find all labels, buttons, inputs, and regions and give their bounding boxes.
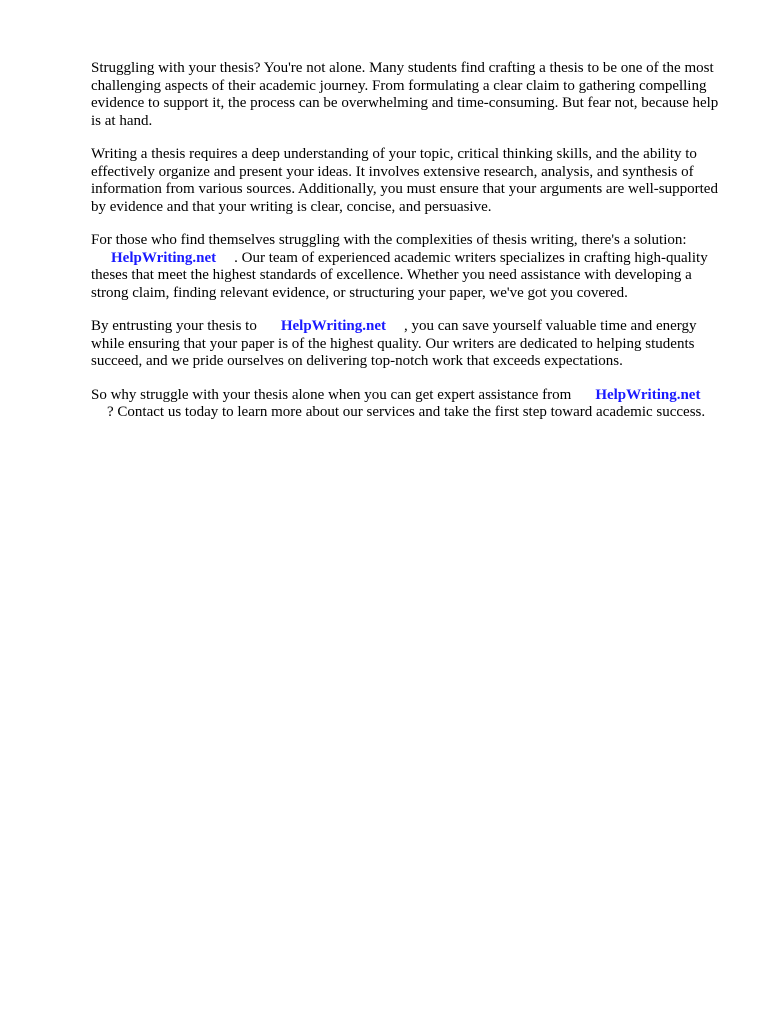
paragraph-entrusting bbox=[91, 318, 723, 371]
helpwriting-link[interactable]: HelpWriting.net bbox=[280, 318, 386, 334]
helpwriting-link[interactable]: HelpWriting.net bbox=[111, 249, 217, 266]
paragraph-text: Writing a thesis requires a deep understanding of your topic, critical thinking skills, and the ability to effectively organize and present your ideas. It involves extensive research, analysis, and synthesis of information from various sources. Additionally, you must ensure that your arguments are well-supported by evidence and that your writing is clear, concise, and persuasive. bbox=[91, 146, 718, 215]
paragraph-text: Struggling with your thesis? You're not alone. Many students find crafting a thesis to be one of the most challenging aspects of their academic journey. From formulating a clear claim to gathering compelling evidence to support it, the process can be overwhelming and time-consuming. But fear not, because help is at hand. bbox=[91, 60, 719, 129]
paragraph-intro bbox=[91, 60, 723, 130]
paragraph-text-after: , you can save yourself valuable time and energy while ensuring that your paper is of the highest quality. Our writers are dedicated to helping students succeed, and we pride ourselves on delivering top-notch work that exceeds expectations. bbox=[91, 318, 697, 369]
paragraph-text-after: ? Contact us today to learn more about our services and take the first step toward academic success. bbox=[107, 404, 706, 420]
paragraph-text-after: . Our team of experienced academic writers specializes in crafting high-quality theses that meet the highest standards of excellence. Whether you need assistance with developing a strong claim, finding relevant evidence, or structuring your paper, we've got you covered. bbox=[91, 249, 708, 301]
paragraph-text-before: So why struggle with your thesis alone when you can get expert assistance from bbox=[91, 386, 572, 403]
helpwriting-link[interactable]: HelpWriting.net bbox=[595, 386, 701, 403]
document-body bbox=[91, 60, 723, 438]
paragraph-text-before: For those who find themselves struggling with the complexities of thesis writing, there's a solution: bbox=[91, 232, 687, 248]
paragraph-requirements bbox=[91, 146, 723, 216]
paragraph-closing bbox=[91, 387, 723, 422]
paragraph-solution bbox=[91, 232, 723, 302]
paragraph-text-before: By entrusting your thesis to bbox=[91, 318, 257, 334]
